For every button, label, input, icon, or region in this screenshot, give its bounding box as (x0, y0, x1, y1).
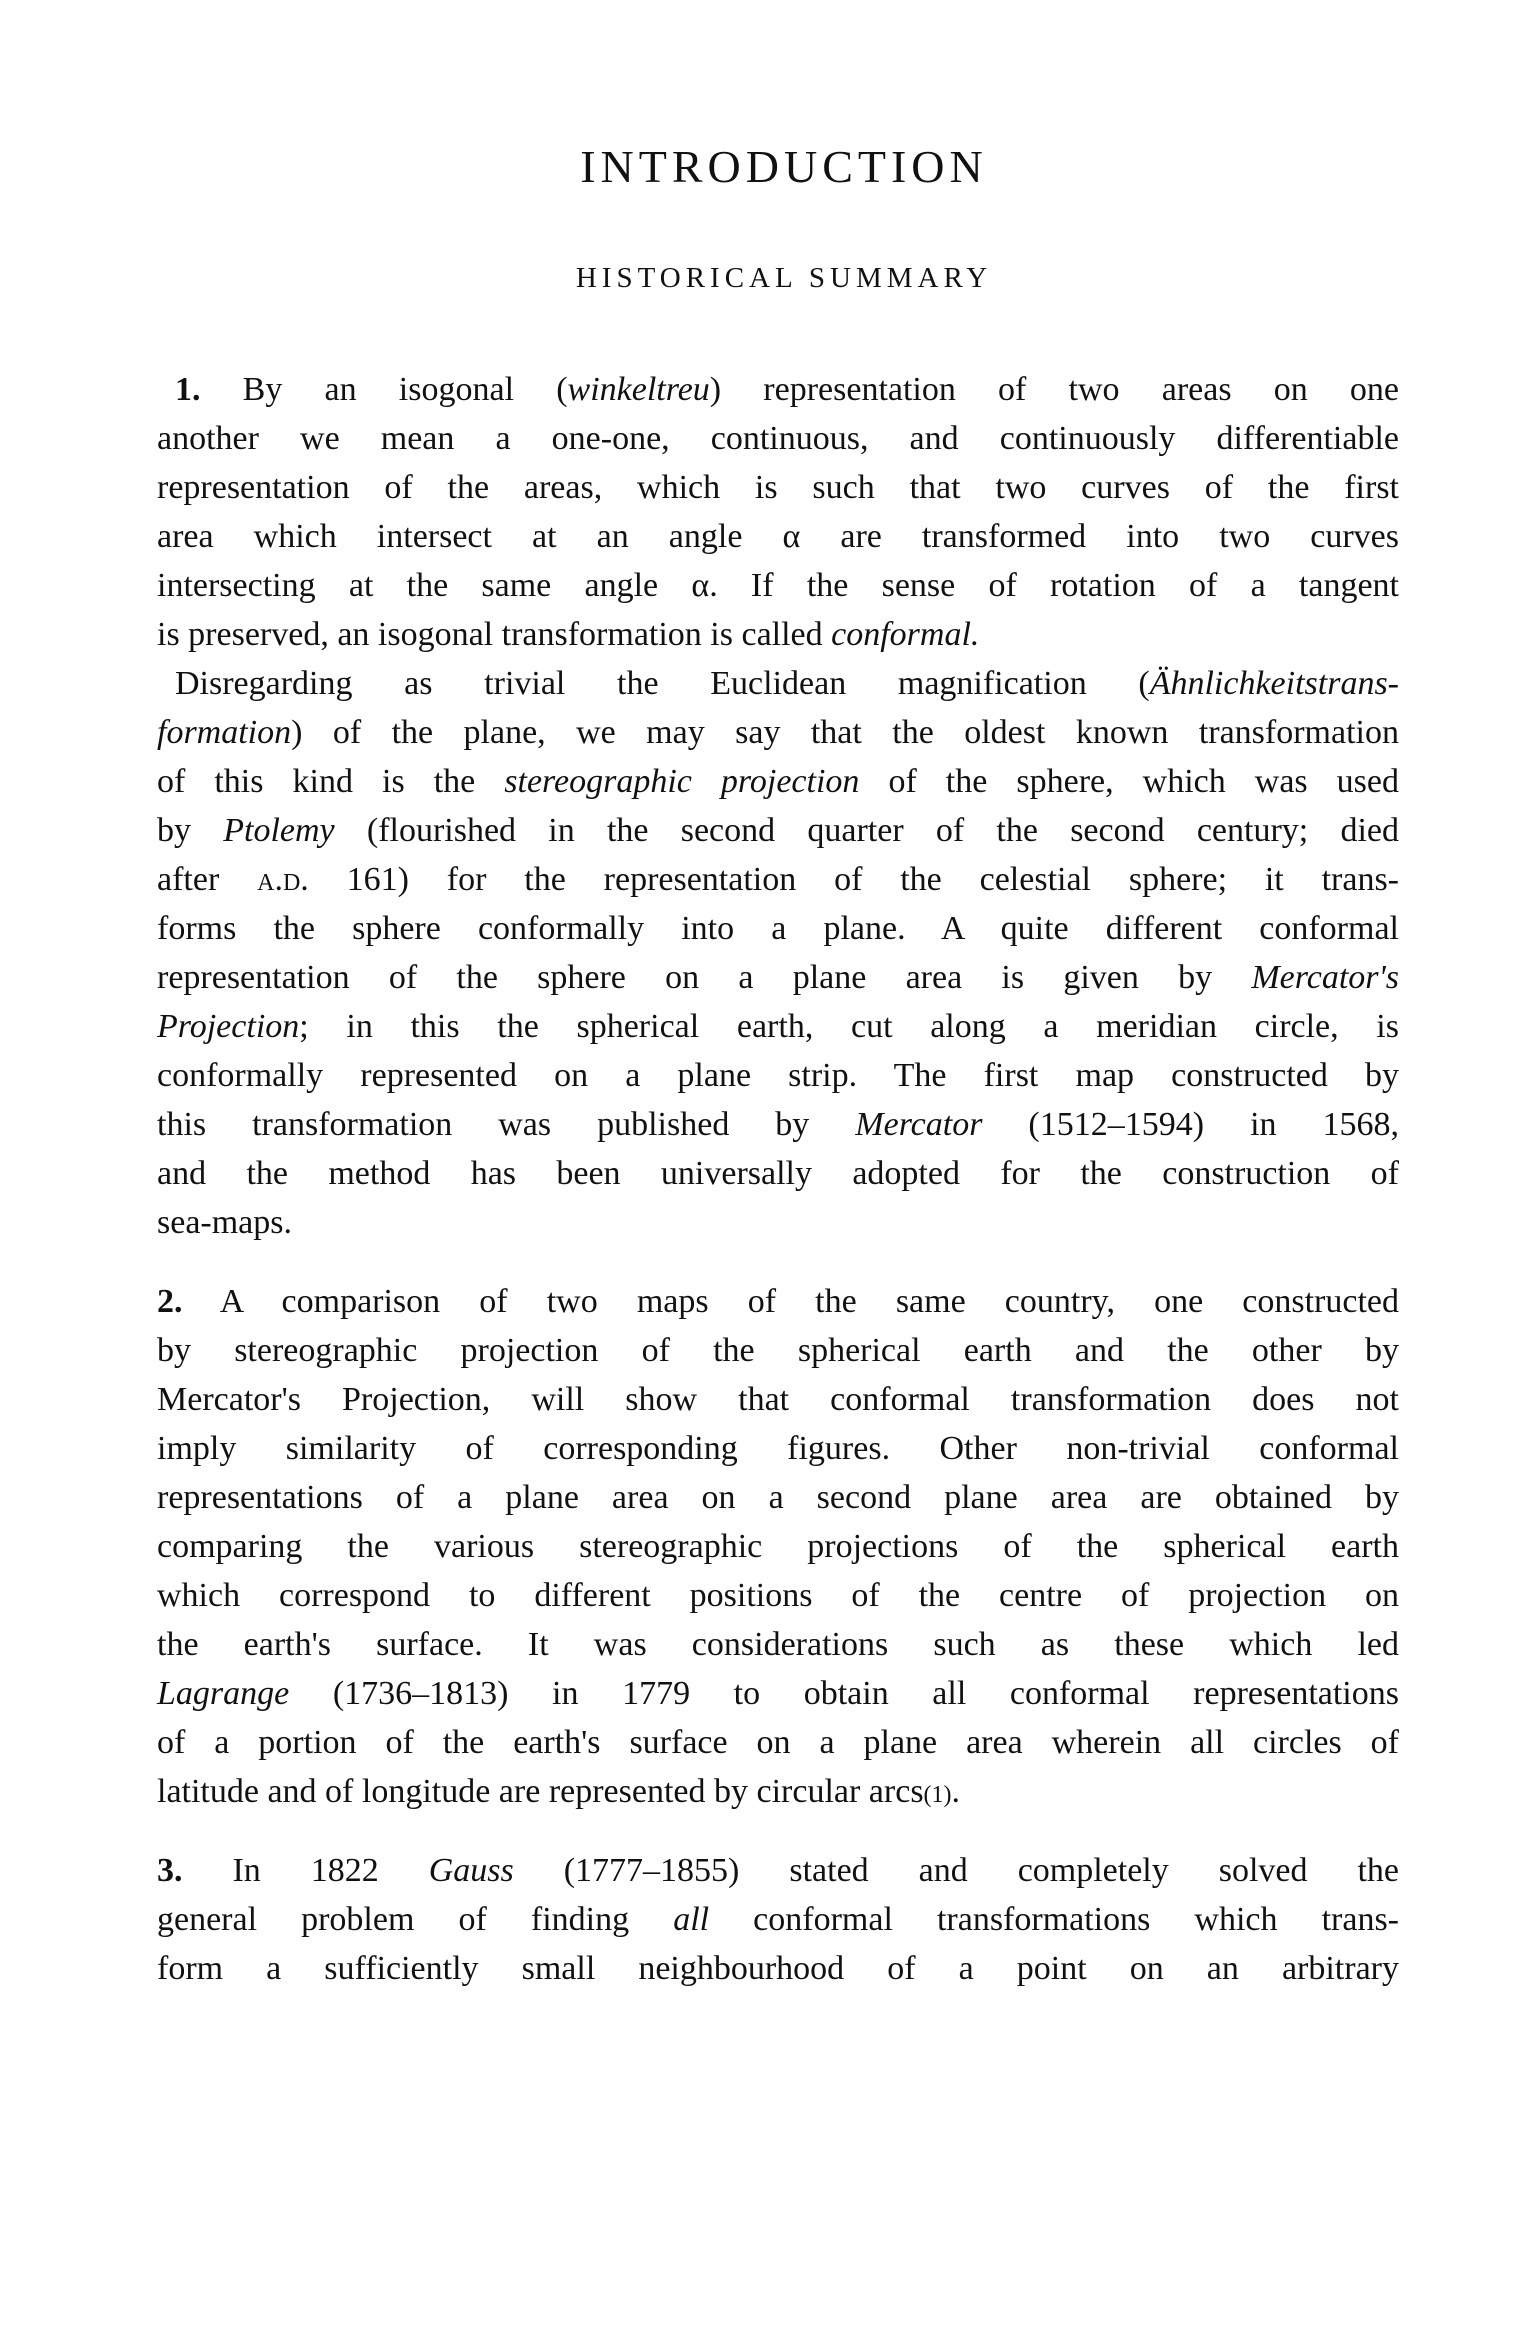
text-run: of the sphere, which was used (859, 763, 1399, 800)
text-run: form a sufficiently small neighbourhood of a point on an arbitrary (157, 1950, 1399, 1987)
text-line (157, 1149, 1399, 1198)
text-line (157, 708, 1399, 757)
paragraph-1 (157, 365, 1399, 1247)
paragraph-3 (157, 1846, 1399, 1993)
text-run: and the method has been universally adopted for the construction of (157, 1155, 1399, 1192)
italic-text: formation (157, 714, 292, 751)
text-line (157, 1277, 1399, 1326)
text-line (157, 1718, 1399, 1767)
italic-text: stereographic projection (504, 763, 860, 800)
text-run: . (951, 1773, 961, 1810)
text-run: representation of the areas, which is such that two curves of the first (157, 469, 1399, 506)
text-line (157, 1002, 1399, 1051)
text-run: general problem of finding (157, 1901, 674, 1938)
text-run: area which intersect at an angle α are transformed into two curves (157, 518, 1399, 555)
text-run: ) of the plane, we may say that the oldest known transformation (291, 714, 1399, 751)
text-line (157, 1767, 1399, 1816)
text-line (157, 1100, 1399, 1149)
text-line (157, 855, 1399, 904)
italic-text: Mercator's (1251, 959, 1399, 996)
italic-text: winkeltreu (567, 371, 710, 408)
text-line (157, 1669, 1399, 1718)
text-run: another we mean a one-one, continuous, and continuously differentiable (157, 420, 1399, 457)
text-line (157, 1051, 1399, 1100)
text-run: by (157, 812, 224, 849)
text-run: is preserved, an isogonal transformation is called (157, 616, 832, 653)
page-title: INTRODUCTION (580, 141, 988, 192)
text-line (157, 1326, 1399, 1375)
paragraph-2 (157, 1277, 1399, 1816)
text-line (157, 806, 1399, 855)
text-run: 161) for the representation of the celestial sphere; it trans- (308, 861, 1400, 898)
text-run: after (157, 861, 258, 898)
text-run: representations of a plane area on a second plane area are obtained by (157, 1479, 1399, 1516)
text-run: conformal transformations which trans- (709, 1901, 1400, 1938)
text-run: (1777–1855) stated and completely solved the (513, 1852, 1399, 1889)
italic-text: conformal. (831, 616, 980, 653)
section-number: 2. (157, 1283, 183, 1320)
text-line (157, 1375, 1399, 1424)
text-run: (flourished in the second quarter of the second century; died (334, 812, 1399, 849)
text-line (157, 512, 1399, 561)
text-run: A comparison of two maps of the same country, one constructed (182, 1283, 1399, 1320)
text-line (157, 1571, 1399, 1620)
text-run: ) representation of two areas on one (709, 371, 1400, 408)
text-run: latitude and of longitude are represented by circular arcs (157, 1773, 924, 1810)
section-subtitle: HISTORICAL SUMMARY (575, 262, 993, 294)
text-line (157, 953, 1399, 1002)
text-run: In 1822 (182, 1852, 429, 1889)
text-run: by stereographic projection of the spherical earth and the other by (157, 1332, 1399, 1369)
text-run: intersecting at the same angle α. If the sense of rotation of a tangent (157, 567, 1399, 604)
text-line (157, 659, 1399, 708)
text-run: imply similarity of corresponding figures. Other non-trivial conformal (157, 1430, 1399, 1467)
text-run: conformally represented on a plane strip. The first map constructed by (157, 1057, 1399, 1094)
text-line (157, 757, 1399, 806)
text-line (157, 1846, 1399, 1895)
text-line (157, 1895, 1399, 1944)
text-run: (1736–1813) in 1779 to obtain all conformal representations (289, 1675, 1399, 1712)
italic-text: Lagrange (157, 1675, 290, 1712)
italic-text: Mercator (855, 1106, 983, 1143)
text-line (157, 414, 1399, 463)
text-run: sea-maps. (157, 1204, 293, 1241)
text-run: (1512–1594) in 1568, (982, 1106, 1399, 1143)
italic-text: Gauss (428, 1852, 514, 1889)
text-run: By an isogonal ( (200, 371, 568, 408)
text-line (157, 1473, 1399, 1522)
text-line (157, 1522, 1399, 1571)
text-run: a.d. (257, 861, 309, 898)
text-run: forms the sphere conformally into a plane. A quite different conformal (157, 910, 1399, 947)
text-line (157, 610, 1399, 659)
text-line (157, 904, 1399, 953)
text-run: Mercator's Projection, will show that conformal transformation does not (157, 1381, 1399, 1418)
text-line (157, 561, 1399, 610)
text-run: representation of the sphere on a plane area is given by (157, 959, 1252, 996)
text-run: of a portion of the earth's surface on a plane area wherein all circles of (157, 1724, 1399, 1761)
section-number: 3. (157, 1852, 183, 1889)
text-line (157, 1944, 1399, 1993)
text-line (157, 1424, 1399, 1473)
text-run: which correspond to different positions of the centre of projection on (157, 1577, 1399, 1614)
footnote-ref: (1) (923, 1782, 952, 1808)
text-run: comparing the various stereographic projections of the spherical earth (157, 1528, 1399, 1565)
italic-text: all (673, 1901, 710, 1938)
text-run: this transformation was published by (157, 1106, 856, 1143)
italic-text: Projection (157, 1008, 300, 1045)
section-number: 1. (175, 371, 201, 408)
text-line (157, 1198, 1399, 1247)
text-run: ; in this the spherical earth, cut along a meridian circle, is (299, 1008, 1399, 1045)
text-line (157, 463, 1399, 512)
text-line (157, 365, 1399, 414)
text-run: Disregarding as trivial the Euclidean magnification ( (175, 665, 1150, 702)
text-line (157, 1620, 1399, 1669)
text-run: the earth's surface. It was considerations such as these which led (157, 1626, 1399, 1663)
italic-text: Ptolemy (223, 812, 335, 849)
italic-text: Ähnlichkeitstrans- (1149, 665, 1399, 702)
text-run: of this kind is the (157, 763, 505, 800)
